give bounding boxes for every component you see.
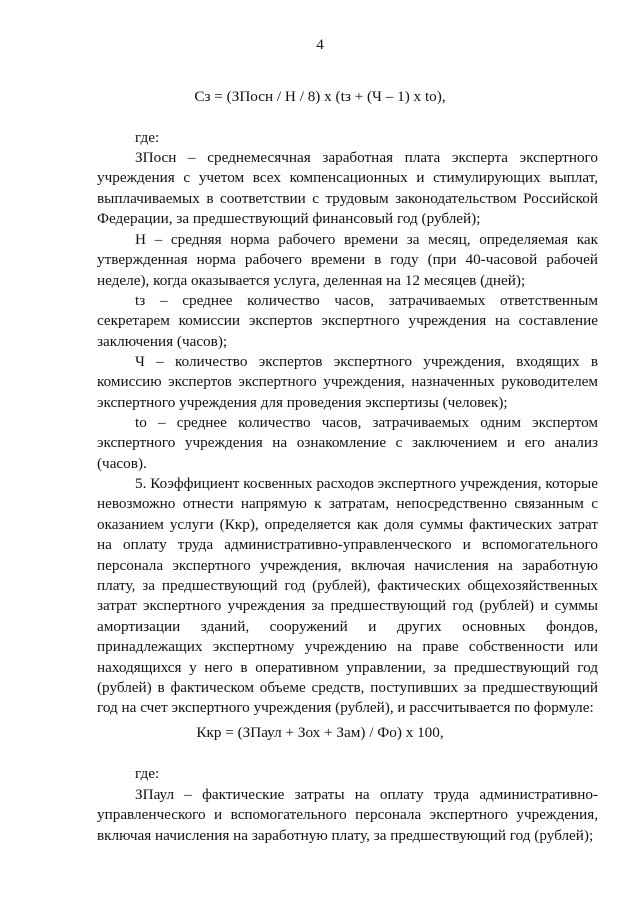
where-label-2: где:: [135, 765, 160, 782]
page-number: 4: [316, 36, 324, 53]
definition-to: to – среднее количество часов, затрачиваемых одним экспертом экспертного учреждения на ознакомление с заключением и его анализ (часов).: [97, 414, 598, 472]
formula-kkr: Ккр = (ЗПаул + Зох + Зам) / Фо) х 100,: [196, 724, 444, 741]
definition-n: Н – средняя норма рабочего времени за месяц, определяемая как утвержденная норма рабочего времени в году (при 40-часовой рабочей неделе), когда оказывается услуга, деленная на 12 месяцев (дней);: [97, 231, 598, 289]
paragraph-5: 5. Коэффициент косвенных расходов экспертного учреждения, которые невозможно отнести напрямую к затратам, непосредственно связанным с оказанием услуги (Ккр), определяется как доля суммы фактических затрат на оплату труда административно-управленческого и вспомогательного персонала экспертного учреждения, включая начисления на заработную плату, за предшествующий год (рублей), фактических общехозяйственных затрат экспертного учреждения за предшествующий год (рублей) и суммы амортизации зданий, сооружений и других основных фондов, принадлежащих экспертному учреждению на праве собственности или находящихся у него в оперативном управлении, за предшествующий год (рублей) в фактическом объеме средств, поступивших за предшествующий год на счет экспертного учреждения (рублей), и рассчитывается по формуле:: [97, 475, 598, 717]
definition-zposn: ЗПосн – среднемесячная заработная плата эксперта экспертного учреждения с учетом всех компенсационных и стимулирующих выплат, выплачиваемых в соответствии с трудовым законодательством Российской Федерации, за предшествующий финансовый год (рублей);: [97, 149, 598, 228]
formula-cost: Сз = (ЗПосн / Н / 8) х (tз + (Ч – 1) х to),: [194, 88, 446, 105]
where-label: где:: [135, 129, 160, 146]
definition-zpaul: ЗПаул – фактические затраты на оплату труда административно-управленческого и вспомогательного персонала экспертного учреждения, включая начисления на заработную плату, за предшествующий год (рублей);: [97, 786, 598, 844]
definition-tz: tз – среднее количество часов, затрачиваемых ответственным секретарем комиссии экспертов экспертного учреждения на составление заключения (часов);: [97, 292, 598, 350]
definition-ch: Ч – количество экспертов экспертного учреждения, входящих в комиссию экспертов экспертного учреждения, назначенных руководителем экспертного учреждения для проведения экспертизы (человек);: [97, 353, 598, 411]
